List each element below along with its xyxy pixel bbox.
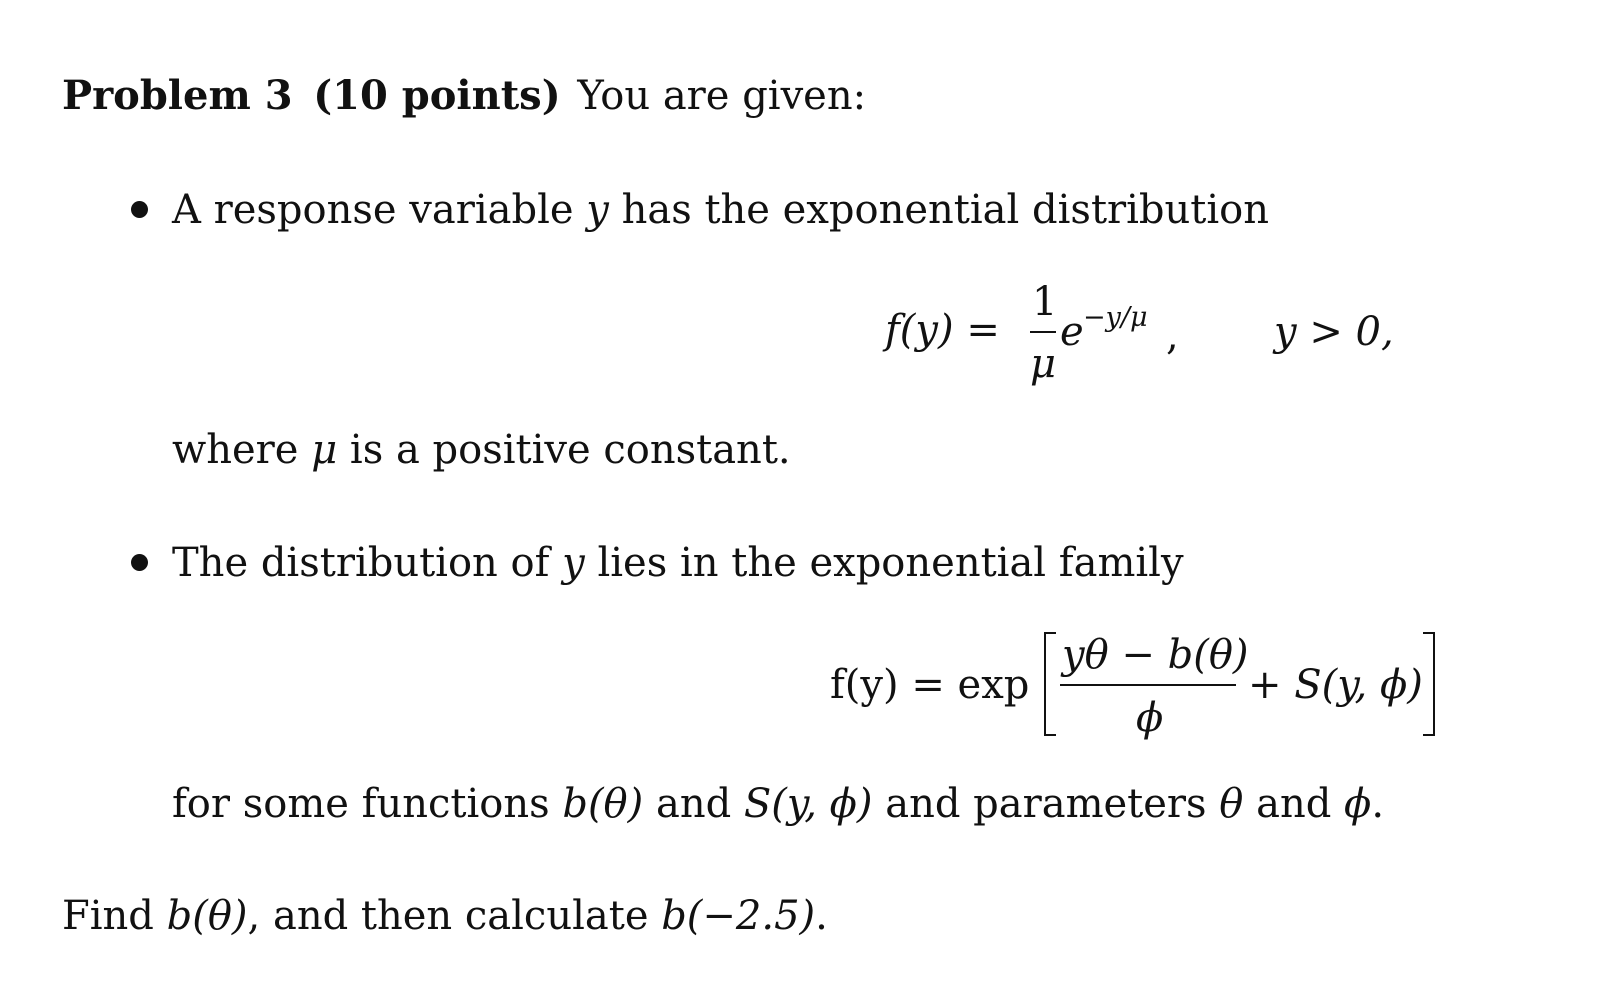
problem-points: (10 points) [313, 72, 561, 119]
bullet-item-1 [172, 187, 1270, 233]
for-line: for some functions b(θ) and S(y, ϕ) and parameters θ and ϕ. [172, 781, 1385, 827]
bullet-1-text-after: has the exponential distribution [621, 187, 1270, 233]
bullet-2-var: y [562, 540, 585, 586]
eq2-lhs: f(y) = exp [830, 662, 1030, 708]
problem-intro: You are given: [577, 73, 867, 119]
eq1-base: e [1060, 309, 1084, 355]
problem-number: Problem 3 [62, 72, 293, 119]
eq1-condition: y > 0, [1274, 309, 1394, 355]
eq2-tail: + S(y, ϕ) [1248, 662, 1423, 708]
bullet-marker-2 [131, 554, 148, 571]
eq1-denominator: μ [1030, 341, 1056, 387]
where-line: where μ is a positive constant. [172, 427, 791, 473]
eq2-right-bracket [1433, 632, 1435, 736]
eq1-comma: , [1166, 313, 1179, 359]
eq1-lhs: f(y) = [885, 307, 1000, 353]
eq2-denominator: ϕ [1136, 695, 1164, 741]
bullet-1-text-before: A response variable [172, 187, 574, 233]
final-question: Find b(θ), and then calculate b(−2.5). [62, 893, 828, 939]
eq2-numerator: yθ − b(θ) [1062, 632, 1249, 678]
eq1-numerator: 1 [1032, 279, 1058, 325]
eq1-exponent: −y/μ [1083, 302, 1148, 333]
eq2-fraction-bar [1060, 684, 1236, 686]
bullet-marker-1 [131, 201, 148, 218]
bullet-2-text-before: The distribution of [172, 540, 550, 586]
bullet-item-2 [172, 540, 1184, 586]
problem-header [62, 72, 867, 119]
eq2-left-bracket [1044, 632, 1046, 736]
where-var: μ [311, 427, 338, 473]
eq1-fraction-bar [1030, 331, 1056, 333]
bullet-1-var: y [586, 187, 609, 233]
bullet-2-text-after: lies in the exponential family [597, 540, 1184, 586]
